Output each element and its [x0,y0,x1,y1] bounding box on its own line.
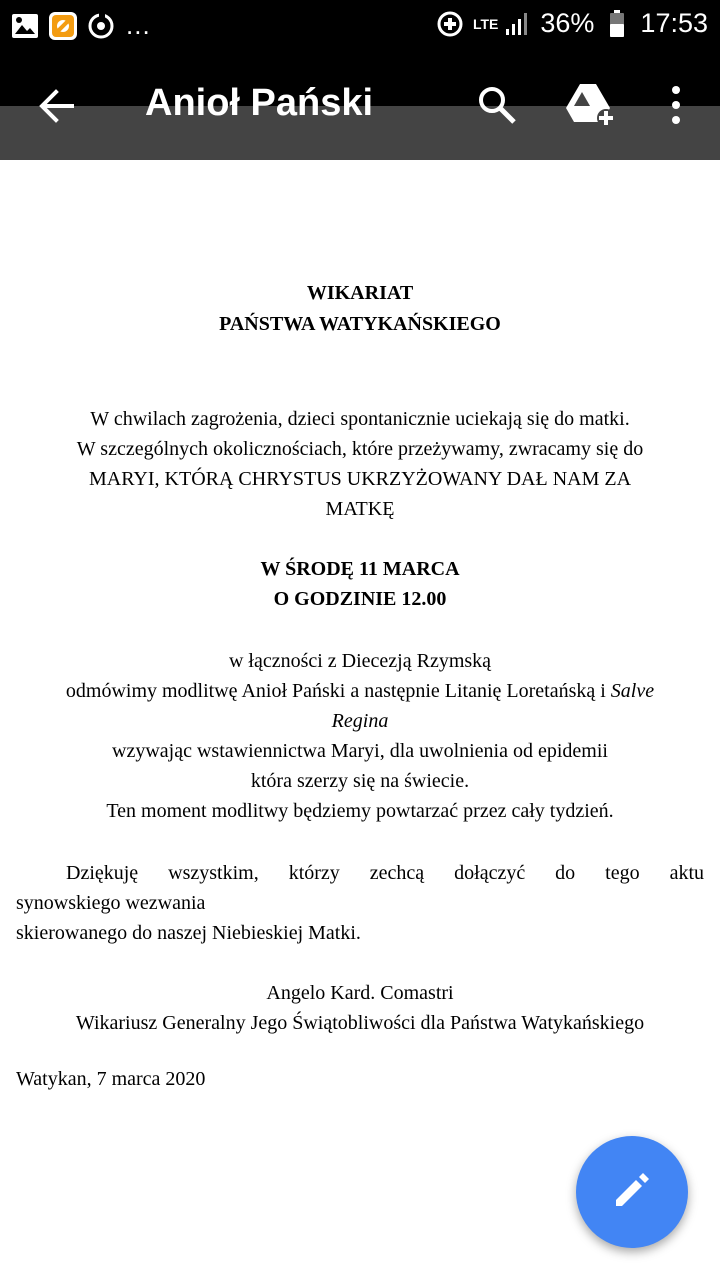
place-date: Watykan, 7 marca 2020 [16,1068,206,1090]
text-line: W chwilach zagrożenia, dzieci spontanicznie uciekają się do matki. [90,408,630,430]
date-line: O GODZINIE 12.00 [273,588,447,610]
clock: 17:53 [640,8,708,38]
header-line: WIKARIAT [306,282,414,304]
intro-paragraph [16,404,704,524]
text-line: w łączności z Diecezją Rzymską [228,650,492,672]
thanks-paragraph [16,858,704,948]
text-line: Ten moment modlitwy będziemy powtarzać przez cały tydzień. [106,800,614,822]
date-line: W ŚRODĘ 11 MARCA [260,558,460,580]
text-line: W szczególnych okolicznościach, które przeżywamy, zwracamy się do [76,438,644,460]
signal-icon [502,9,532,39]
edit-fab-button[interactable] [576,1136,688,1248]
text-line: synowskiego wezwania [16,892,206,914]
text-fragment-italic: Regina [331,710,389,732]
signature-name: Angelo Kard. Comastri [266,982,454,1004]
pencil-icon [612,1170,652,1215]
back-arrow-icon[interactable] [36,86,76,126]
notification-icons [10,10,151,41]
sync-icon [86,11,116,41]
text-line: Dziękuję wszystkim, którzy zechcą dołączyć do tego aktu [66,862,704,884]
document-content [16,278,704,1094]
battery-percent: 36% [540,8,595,38]
app-toolbar [0,52,720,160]
app-notification-icon [48,11,78,41]
text-fragment-italic: Salve [610,680,655,702]
text-line: która szerzy się na świecie. [250,770,470,792]
text-line: MARYI, KTÓRĄ CHRYSTUS UKRZYŻOWANY DAŁ NAM ZA [88,468,632,490]
system-icons [435,8,708,39]
header-line: PAŃSTWA WATYKAŃSKIEGO [219,313,501,335]
add-to-drive-icon[interactable] [566,82,616,128]
search-icon[interactable] [476,84,518,126]
date-announcement [16,554,704,614]
battery-icon [602,9,632,39]
network-type: LTE [472,15,499,32]
text-line: skierowanego do naszej Niebieskiej Matki. [16,922,361,944]
text-line [16,706,704,736]
body-paragraph [16,646,704,826]
document-header [16,278,704,340]
status-bar [0,0,720,52]
text-line: wzywając wstawiennictwa Maryi, dla uwolnienia od epidemii [112,740,608,762]
text-fragment: odmówimy modlitwę Anioł Pański a następnie Litanię Loretańską i [65,680,606,702]
gallery-icon [10,11,40,41]
page-title: Anioł Pański [145,82,374,124]
text-line [16,676,704,706]
signature-title: Wikariusz Generalny Jego Świątobliwości dla Państwa Watykańskiego [75,1012,645,1034]
more-notifications: ... [126,10,151,40]
more-options-icon[interactable] [664,84,688,126]
signature-block [16,978,704,1038]
data-saver-icon [435,9,465,39]
text-line: MATKĘ [325,498,395,520]
